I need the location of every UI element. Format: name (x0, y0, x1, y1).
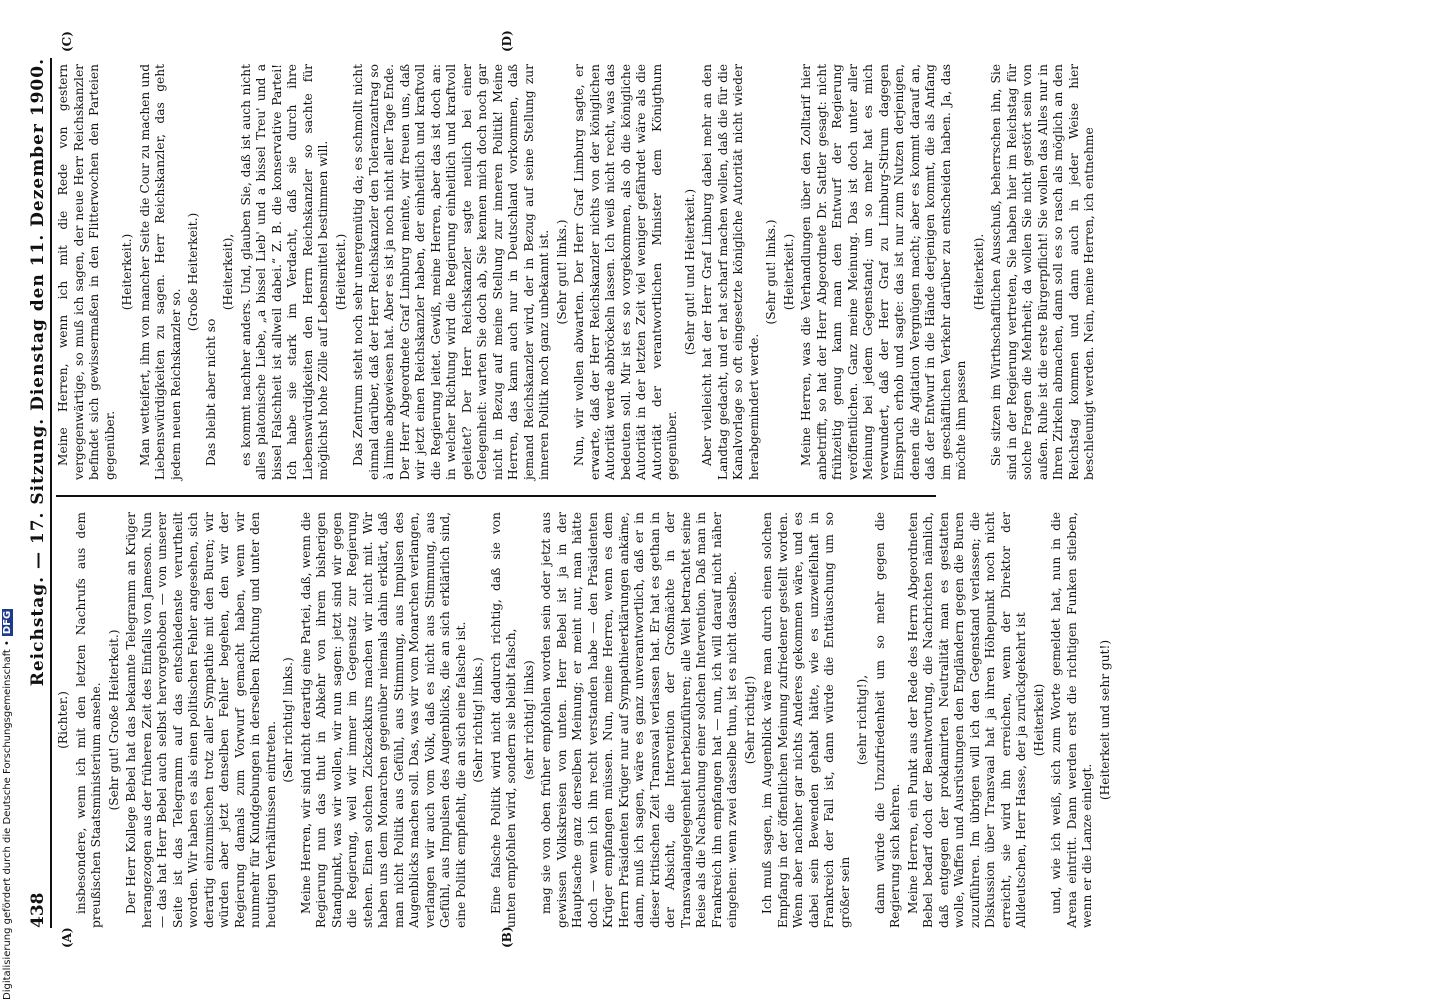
dfg-logo: DFG (1, 610, 13, 635)
interjection: (Heiterkeit.) (333, 233, 348, 311)
paragraph: Das bleibt aber nicht so (203, 318, 218, 466)
paragraph: Ich muß sagen, im Augenblick wäre man durch einen solchen Empfang in der öffentlichen Meinung zufriedener gestellt worden. Wenn aber nachher gar nichts Anderes gekommen wäre, und es dabei sein Bewenden gehabt hätte, wie es unzweifelhaft in Frankreich der Fall ist, dann würde die Enttäuschung um so größer sein (760, 512, 852, 928)
page-number: 438 (28, 892, 48, 928)
paragraph: Meine Herren, was die Verhandlungen über den Zolltarif hier anbetrifft, so hat der Herr Abgeordnete Dr. Sattler gesagt: nicht frühzeitig genug kann man den Entwurf der Regierung veröffentlichen. Ganz meine Meinung. Das ist doch unter aller Meinung bei jedem Gegenstand; um so mehr hat es mich verwundert, daß der Herr Graf zu Limburg-Stirum dagegen Einspruch erhob und sagte: das ist nur zum Nutzen derjenigen, denen die Agitation Vergnügen macht; aber es kommt darauf an, daß der Entwurf in die Hände derjenigen kommt, die als Anfang im geschäftlichen Verkehr darüber zu entscheiden haben. Ja, das möchte ihm passen (799, 64, 968, 480)
paragraph: Nun, wir wollen abwarten. Der Herr Graf Limburg sagte, er erwarte, daß der Herr Reichskanzler nichts von der königlichen Autorität werde abbröckeln lassen. Ich weiß nicht recht, was das bedeuten soll. Mir ist es so vorgekommen, als ob die königliche Autorität in der letzten Zeit viel weniger gefährdet wäre als die Autorität der verantwortlichen Minister dem Königthum gegenüber. (572, 64, 679, 480)
interjection: (Heiterkeit), (221, 233, 235, 311)
interjection: (Heiterkeit.) (120, 233, 134, 311)
paragraph: mag sie von oben früher empfohlen worden sein oder jetzt aus gewissen Volkskreisen von unten. Herr Bebel ist ja in der Hauptsache ganz derselben Meinung; er meint nur, man hätte doch — wenn ich ihn recht verstanden habe — den Präsidenten Krüger empfangen müssen. Nun, meine Herren, wenn es dem Herrn Präsidenten Krüger nur auf Sympathieerklärungen ankäme, dann, muß ich sagen, wäre es ganz unverantwortlich, daß er in dieser kritischen Zeit Transvaal verlassen hat. Er hat es gethan in der Absicht, die Intervention der Großmächte in der Transvaalangelegenheit herbeizuführen; alle Welt betrachtet seine Reise als die Nachsuchung einer solchen Intervention. Daß man in Frankreich ihn empfangen hat — nun, ich will darauf nicht näher eingehen: wenn zwei dasselbe thun, ist es nicht dasselbe. (539, 512, 739, 928)
interjection: (Sehr gut! Große Heiterkeit.) (106, 629, 121, 811)
margin-marker-c: (C) (60, 31, 74, 52)
interjection: (Heiterkeit) (1031, 683, 1046, 757)
speaker-name: (Richter.) (56, 691, 70, 749)
interjection: (Sehr richtig! links.) (281, 657, 295, 783)
paragraph: Meine Herren, wenn ich mit die Rede von gestern vergegenwärtige, so muß ich sagen, der neue Herr Reichskanzler befindet sich gewissermaßen in den Flitterwochen den Parteien gegenüber. (56, 64, 117, 480)
interjection: (Sehr richtig! links.) (471, 657, 485, 783)
paragraph: es kommt nachher anders. Und, glauben Sie, daß ist auch nicht alles platonische Liebe, „a bissel Lieb' und a bissel Treu' und a bissel Falschheit ist allweil dabei.“ Z. B. die konservative Partei! Ich habe sie stark im Verdacht, daß sie durch ihre Liebenswürdigkeiten den Herrn Reichskanzler so sachte für möglichst hohe Zölle auf Lebensmittel bestimmen will. (238, 64, 330, 480)
interjection: (Große Heiterkeit.) (186, 212, 200, 332)
interjection: (Heiterkeit.) (781, 233, 796, 311)
interjection: (Sehr gut! und Heiterkeit.) (682, 188, 697, 356)
interjection: (Sehr gut! links.) (554, 219, 569, 325)
margin-marker-d: (D) (500, 30, 514, 52)
paragraph: Der Herr Kollege Bebel hat das bekannte Telegramm an Krüger herangezogen aus der früheren Zeit des Einfalls von Jameson. Nun — das hat Herr Bebel auch selbst hervorgehoben — von unserer Seite ist das Telegramm auf das entschiedenste verurtheilt worden. Wir haben es als einen politischen Fehler angesehen, sich derartig einzumischen trotz aller Sympathie mit den Buren; wir würden aber jetzt denselben Fehler begehen, den wir der Regierung damals zum Vorwurf gemacht haben, wenn wir nunmehr für Kundgebungen in derselben Richtung und unter den heutigen Verhältnissen eintreten. (124, 512, 278, 928)
interjection: (Heiterkeit und sehr gut!) (1097, 639, 1112, 801)
paragraph: Sie sitzen im Wirthschaftlichen Ausschuß, beherrschen ihn, Sie sind in der Regierung vertreten, Sie haben hier im Reichstag für solche Fragen die Mehrheit; da wollen Sie nicht gestört sein von außen. Ruhe ist die erste Bürgerpflicht! Sie wollen das Alles nur in Ihren Zirkeln abmachen, dann soll es so rasch als möglich an den Reichstag kommen und dann auch in jeder Weise hier beschleunigt werden. Nein, meine Herren, ich entnehme (989, 64, 1096, 480)
margin-marker-a: (A) (60, 927, 74, 948)
interjection: (sehr richtig! links) (521, 660, 536, 780)
margin-marker-b: (B) (500, 926, 514, 948)
interjection: (sehr richtig!), (855, 674, 869, 766)
interjection: (Sehr gut! links.) (764, 219, 778, 325)
left-column (56, 512, 1112, 928)
interjection: (Sehr richtig!) (742, 675, 757, 765)
left-column-body (74, 512, 1114, 928)
paragraph: Eine falsche Politik wird nicht dadurch richtig, daß sie von unten empfohlen wird, sondern sie bleibt falsch, (488, 512, 518, 928)
paragraph: insbesondere, wenn ich mit den letzten Nachrufs aus dem preußischen Staatsministerium ansehe. (73, 512, 103, 928)
paragraph: Man wetteifert, ihm von mancher Seite die Cour zu machen und Liebenswürdigkeiten zu sagen. Herr Reichskanzler, das geht jedem neuen Reichskanzler so. (137, 64, 183, 480)
paragraph: Meine Herren, wir sind nicht derartig eine Partei, daß, wenn die Regierung nun das thut in Abkehr von ihrem bisherigen Standpunkt, was wir wollen, wir nun sagen: jetzt sind wir gegen die Regierung, weil wir immer im Gegensatz zur Regierung stehen. Einen solchen Zickzackkurs machen wir nicht mit. Wir haben uns dem Monarchen gegenüber niemals dahin erklärt, daß man nicht Politik aus Gefühl, aus Stimmung, aus Impulsen des Augenblicks machen soll. Das, was wir vom Monarchen verlangen, verlangen wir auch vom Volk, daß es nicht aus Stimmung, aus Gefühl, aus Impulsen des Augenblicks, die an sich erklärlich sind, eine Politik empfiehlt, die an sich eine falsche ist. (298, 512, 468, 928)
footer-strip (0, 0, 14, 1000)
paragraph: Meine Herren, ein Punkt aus der Rede des Herrn Abgeordneten Bebel bedarf doch der Beantwortung, die Nachrichten nämlich, daß entgegen der proklamirten Neutralität man es gestatten wolle, Waffen und Ausrüstungen den Engländern gegen die Buren zuzuführen. Im übrigen will ich den Gegenstand verlassen; die Diskussion über Transvaal hat ja ihren Höhepunkt noch nicht erreicht, sie wird ihn erreichen, wenn der Direktor der Alldeutschen, Herr Hasse, der ja zurückgekehrt ist (905, 512, 1028, 928)
page-header (18, 58, 52, 928)
page-title: Reichstag. — 17. Sitzung. Dienstag den 11. Dezember 1900. (28, 58, 48, 687)
paragraph: Aber vielleicht hat der Herr Graf Limburg dabei mehr an den Landtag gedacht, und er hat scharf machen wollen, daß die für die Kanalvorlage so oft eingesetzte königliche Autorität nicht wieder herabgemindert werde. (700, 64, 761, 480)
paragraph: Das Zentrum steht noch sehr unergemütig da; es schmollt nicht einmal darüber, daß der Herr Reichskanzler den Toleranzantrag so à limine abgewiesen hat. Aber es ist ja noch nicht aller Tage Ende. Der Herr Abgeordnete Graf Limburg meinte, wir freuen uns, daß wir jetzt einen Reichskanzler haben, der einheitlich und kraftvoll die Regierung leitet. Gewiß, meine Herren, aber das ist doch an: in welcher Richtung wird die Regierung einheitlich und kraftvoll geleitet? Der Herr Reichskanzler sagte neulich bei einer Gelegenheit: warten Sie doch ab, Sie kennen mich doch noch gar nicht in Bezug auf meine Stellung zur inneren Politik! Meine Herren, das kann auch nur in Deutschland vorkommen, daß jemand Reichskanzler wird, der in Bezug auf seine Stellung zur inneren Politik noch ganz unbekannt ist. (351, 64, 551, 480)
paragraph: dann würde die Unzufriedenheit um so mehr gegen die Regierung sich kehren. (872, 512, 902, 928)
right-column-body (56, 64, 1098, 480)
column-divider (56, 496, 936, 498)
footer-text: Digitalisierung gefördert durch die Deutsche Forschungsgemeinschaft • (1, 640, 13, 1000)
paragraph: und, wie ich weiß, sich zum Worte gemeldet hat, nun in die Arena eintritt. Dann werden erst die richtigen Funken stieben, wenn er die Lanze einlegt. (1049, 512, 1094, 928)
interjection: (Heiterkeit). (971, 233, 986, 311)
right-column (56, 64, 1096, 480)
